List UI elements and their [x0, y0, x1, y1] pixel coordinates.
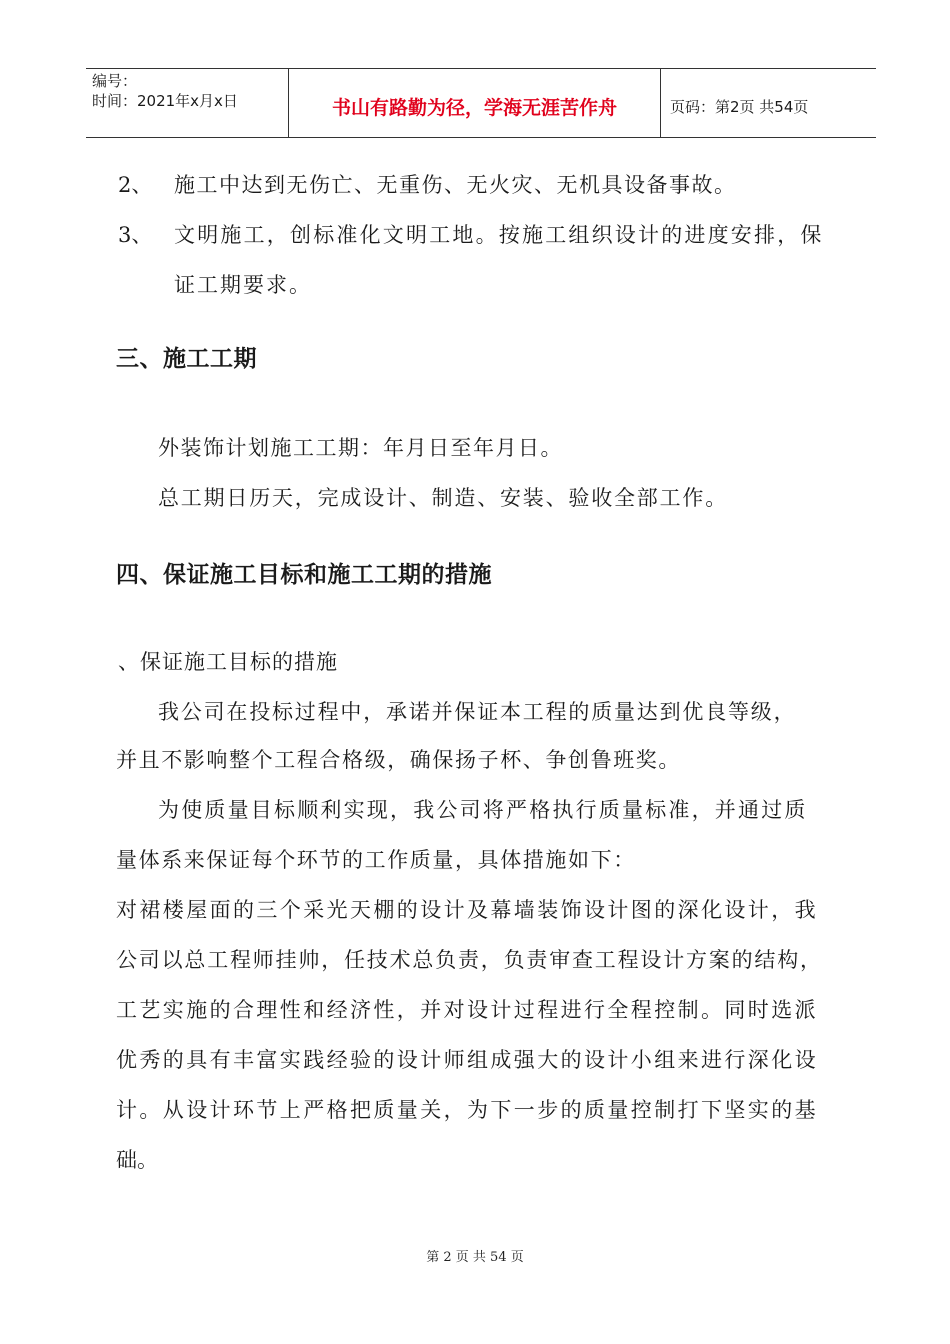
header-divider [660, 69, 661, 137]
paragraph-line: 公司以总工程师挂帅，任技术总负责，负责审查工程设计方案的结构， [116, 948, 823, 972]
item-number: 3、 [118, 223, 153, 247]
paragraph-line: 外装饰计划施工工期：年月日至年月日。 [158, 436, 563, 460]
paragraph-line: 优秀的具有丰富实践经验的设计师组成强大的设计小组来进行深化设 [116, 1048, 818, 1072]
paragraph-line: 我公司在投标过程中，承诺并保证本工程的质量达到优良等级， [158, 700, 797, 724]
paragraph-line: 总工期日历天，完成设计、制造、安装、验收全部工作。 [158, 486, 728, 510]
page-header [86, 68, 876, 138]
code-label: 编号： [92, 72, 138, 90]
paragraph-line: 并且不影响整个工程合格级，确保扬子杯、争创鲁班奖。 [116, 748, 681, 772]
section-heading: 四、保证施工目标和施工工期的措施 [116, 562, 492, 588]
time-label: 时间：2021年x月x日 [92, 92, 238, 110]
section-heading: 三、施工工期 [116, 346, 257, 372]
paragraph-line: 为使质量目标顺利实现，我公司将严格执行质量标准，并通过质 [158, 798, 808, 822]
subsection-heading: 、保证施工目标的措施 [118, 650, 338, 674]
paragraph-line: 础。 [116, 1148, 158, 1172]
paragraph-line: 计。从设计环节上严格把质量关，为下一步的质量控制打下坚实的基 [116, 1098, 818, 1122]
item-text: 施工中达到无伤亡、无重伤、无火灾、无机具设备事故。 [174, 173, 737, 197]
header-motto: 书山有路勤为径，学海无涯苦作舟 [331, 96, 617, 119]
paragraph-line: 量体系来保证每个环节的工作质量，具体措施如下： [116, 848, 636, 872]
page-footer: 第 2 页 共 54 页 [426, 1250, 524, 1265]
header-meta [92, 71, 288, 111]
paragraph-line: 对裙楼屋面的三个采光天棚的设计及幕墙装饰设计图的深化设计，我 [116, 898, 818, 922]
item-text: 文明施工，创标准化文明工地。按施工组织设计的进度安排，保 [174, 223, 824, 247]
paragraph-line: 工艺实施的合理性和经济性，并对设计过程进行全程控制。同时选派 [116, 998, 818, 1022]
item-continuation: 证工期要求。 [174, 273, 312, 297]
item-number: 2、 [118, 173, 153, 197]
header-page-number: 页码：第2页 共54页 [670, 97, 809, 116]
